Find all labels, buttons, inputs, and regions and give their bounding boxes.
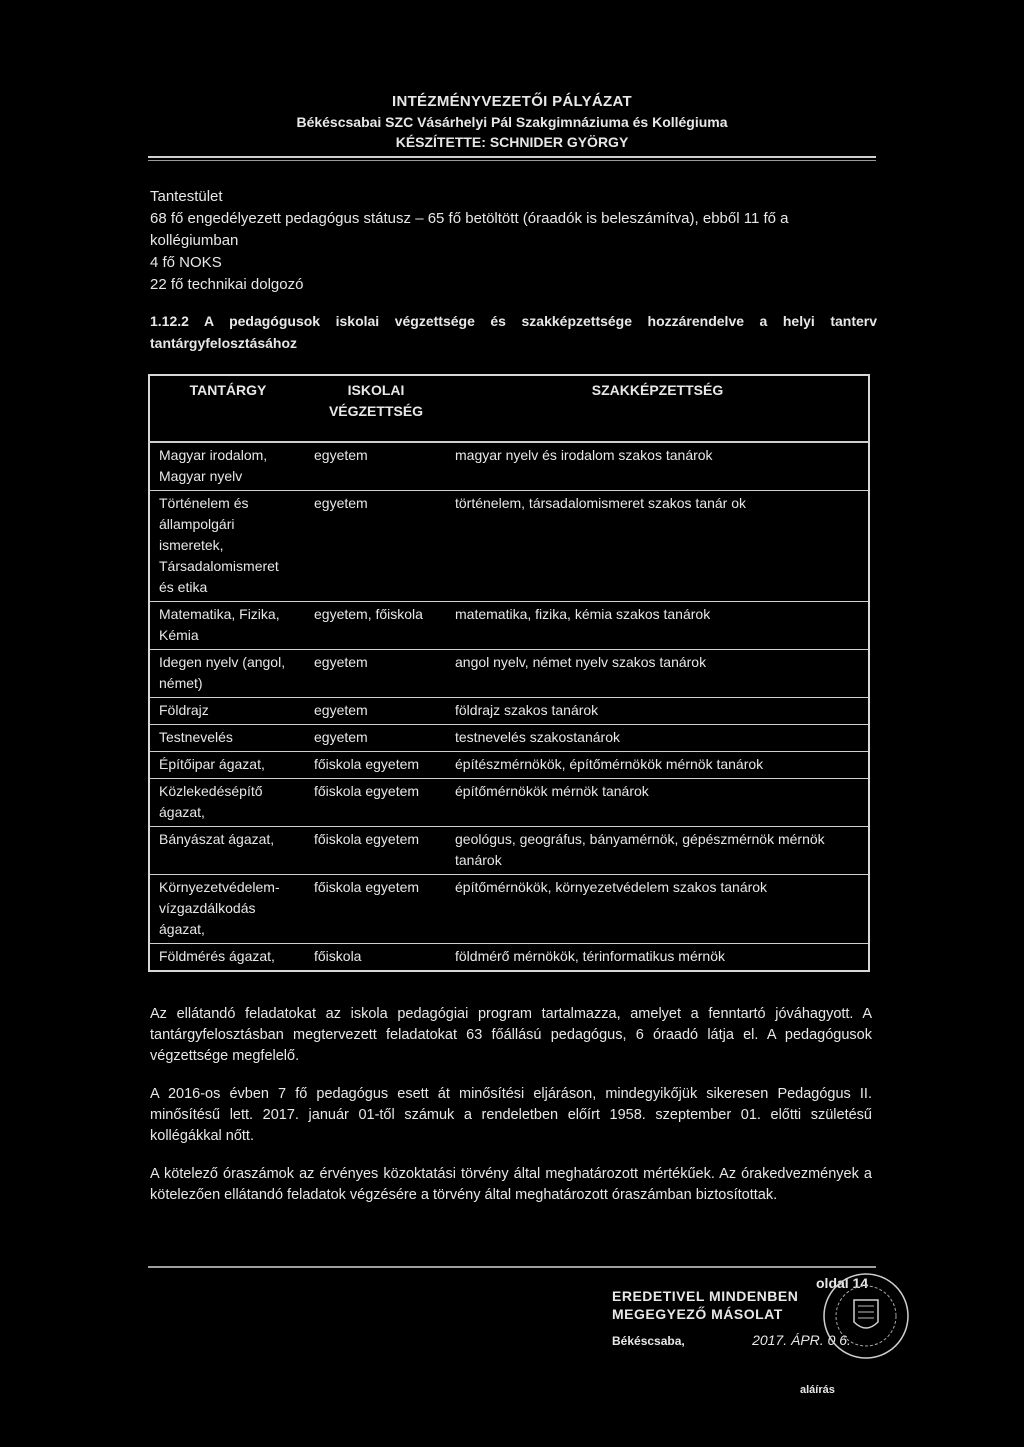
cell-qualification: magyar nyelv és irodalom szakos tanárok: [446, 442, 869, 491]
table-row: [149, 725, 869, 752]
cell-qualification: építészmérnökök, építőmérnökök mérnök tanárok: [446, 752, 869, 779]
cell-qualification: építőmérnökök mérnök tanárok: [446, 779, 869, 827]
cell-qualification: földmérő mérnökök, térinformatikus mérnök: [446, 944, 869, 972]
cell-subject: Bányászat ágazat,: [149, 827, 305, 875]
cell-qualification: angol nyelv, német nyelv szakos tanárok: [446, 650, 869, 698]
staff-title: Tantestület: [150, 188, 223, 205]
cell-qualification: matematika, fizika, kémia szakos tanárok: [446, 602, 869, 650]
paragraph: A 2016-os évben 7 fő pedagógus esett át minősítési eljáráson, mindegyikőjük sikeresen Pedagógus II. minősítésű lett. 2017. január 01-től számuk a rendeletben előírt 1958. szeptember 01. előtti születésű kollégákkal nőtt.: [150, 1086, 872, 1144]
stamp-line-2: MEGEGYEZŐ MÁSOLAT: [612, 1306, 783, 1322]
cell-education: egyetem: [305, 650, 446, 698]
qualification-table: [148, 374, 870, 972]
certified-copy-stamp: [612, 1287, 851, 1350]
cell-subject: Testnevelés: [149, 725, 305, 752]
cell-subject: Idegen nyelv (angol, német): [149, 650, 305, 698]
cell-subject: Történelem és állampolgári ismeretek, Társadalomismeret és etika: [149, 491, 305, 602]
staff-line-technical: 22 fő technikai dolgozó: [150, 276, 304, 293]
paragraph: A kötelező óraszámok az érvényes közoktatási törvény által meghatározott mértékűek. Az órakedvezmények a kötelezően ellátandó feladatok végzésére a törvény által meghatározott óraszámban biztosítottak.: [150, 1166, 872, 1203]
cell-qualification: építőmérnökök, környezetvédelem szakos tanárok: [446, 875, 869, 944]
cell-education: főiskola egyetem: [305, 827, 446, 875]
cell-subject: Magyar irodalom, Magyar nyelv: [149, 442, 305, 491]
header-title: INTÉZMÉNYVEZETŐI PÁLYÁZAT: [391, 93, 632, 110]
staff-summary: [150, 186, 880, 296]
header-institution: Békéscsabai SZC Vásárhelyi Pál Szakgimnáziuma és Kollégiuma: [296, 114, 728, 130]
cell-education: főiskola egyetem: [305, 875, 446, 944]
cell-qualification: geológus, geográfus, bányamérnök, gépészmérnök mérnök tanárok: [446, 827, 869, 875]
table-row: [149, 602, 869, 650]
footer-text: [150, 1004, 872, 1223]
page-header: [0, 92, 1024, 152]
header-divider: [148, 156, 876, 158]
table-row: [149, 698, 869, 725]
page-number: oldal 14: [816, 1275, 869, 1291]
table-row: [149, 875, 869, 944]
table-row: [149, 491, 869, 602]
col-header-education: ISKOLAI VÉGZETTSÉG: [328, 382, 424, 419]
cell-qualification: történelem, társadalomismeret szakos tanár ok: [446, 491, 869, 602]
stamp-date: 2017. ÁPR. 0 6.: [752, 1332, 851, 1348]
header-divider-thin: [148, 160, 876, 161]
table-row: [149, 944, 869, 972]
cell-education: egyetem, főiskola: [305, 602, 446, 650]
cell-subject: Környezetvédelem-vízgazdálkodás ágazat,: [149, 875, 305, 944]
official-seal-icon: [820, 1270, 912, 1362]
table-row: [149, 752, 869, 779]
section-title: 1.12.2 A pedagógusok iskolai végzettsége és szakképzettsége hozzárendelve a helyi tanterv tantárgyfelosztásához: [150, 313, 877, 351]
cell-education: főiskola: [305, 944, 446, 972]
signature-label: aláírás: [800, 1384, 835, 1396]
table-row: [149, 827, 869, 875]
paragraph: Az ellátandó feladatokat az iskola pedagógiai program tartalmazza, amelyet a fenntartó jóváhagyott. A tantárgyfelosztásban megtervezett feladatokat 63 főállású pedagógus, 6 óraadó látja el. A pedagógusok végzettsége megfelelő.: [150, 1006, 872, 1064]
cell-subject: Matematika, Fizika, Kémia: [149, 602, 305, 650]
header-author: KÉSZÍTETTE: SCHNIDER GYÖRGY: [395, 134, 629, 150]
table-row: [149, 442, 869, 491]
cell-education: főiskola egyetem: [305, 752, 446, 779]
staff-line-noks: 4 fő NOKS: [150, 254, 222, 271]
cell-qualification: testnevelés szakostanárok: [446, 725, 869, 752]
stamp-city: Békéscsaba,: [612, 1334, 685, 1348]
cell-subject: Közlekedésépítő ágazat,: [149, 779, 305, 827]
cell-subject: Földrajz: [149, 698, 305, 725]
cell-subject: Építőipar ágazat,: [149, 752, 305, 779]
cell-education: főiskola egyetem: [305, 779, 446, 827]
table-row: [149, 650, 869, 698]
cell-education: egyetem: [305, 491, 446, 602]
footer-divider: [148, 1266, 876, 1268]
table-row: [149, 779, 869, 827]
cell-education: egyetem: [305, 698, 446, 725]
stamp-place-date: [612, 1331, 851, 1350]
cell-education: egyetem: [305, 442, 446, 491]
staff-line-teachers: 68 fő engedélyezett pedagógus státusz – 65 fő betöltött (óraadók is beleszámítva), ebből 11 fő a kollégiumban: [150, 210, 789, 249]
stamp-line-1: EREDETIVEL MINDENBEN: [612, 1288, 799, 1304]
col-header-qualification: SZAKKÉPZETTSÉG: [591, 382, 724, 398]
cell-subject: Földmérés ágazat,: [149, 944, 305, 972]
cell-education: egyetem: [305, 725, 446, 752]
col-header-subject: TANTÁRGY: [189, 382, 267, 398]
cell-qualification: földrajz szakos tanárok: [446, 698, 869, 725]
